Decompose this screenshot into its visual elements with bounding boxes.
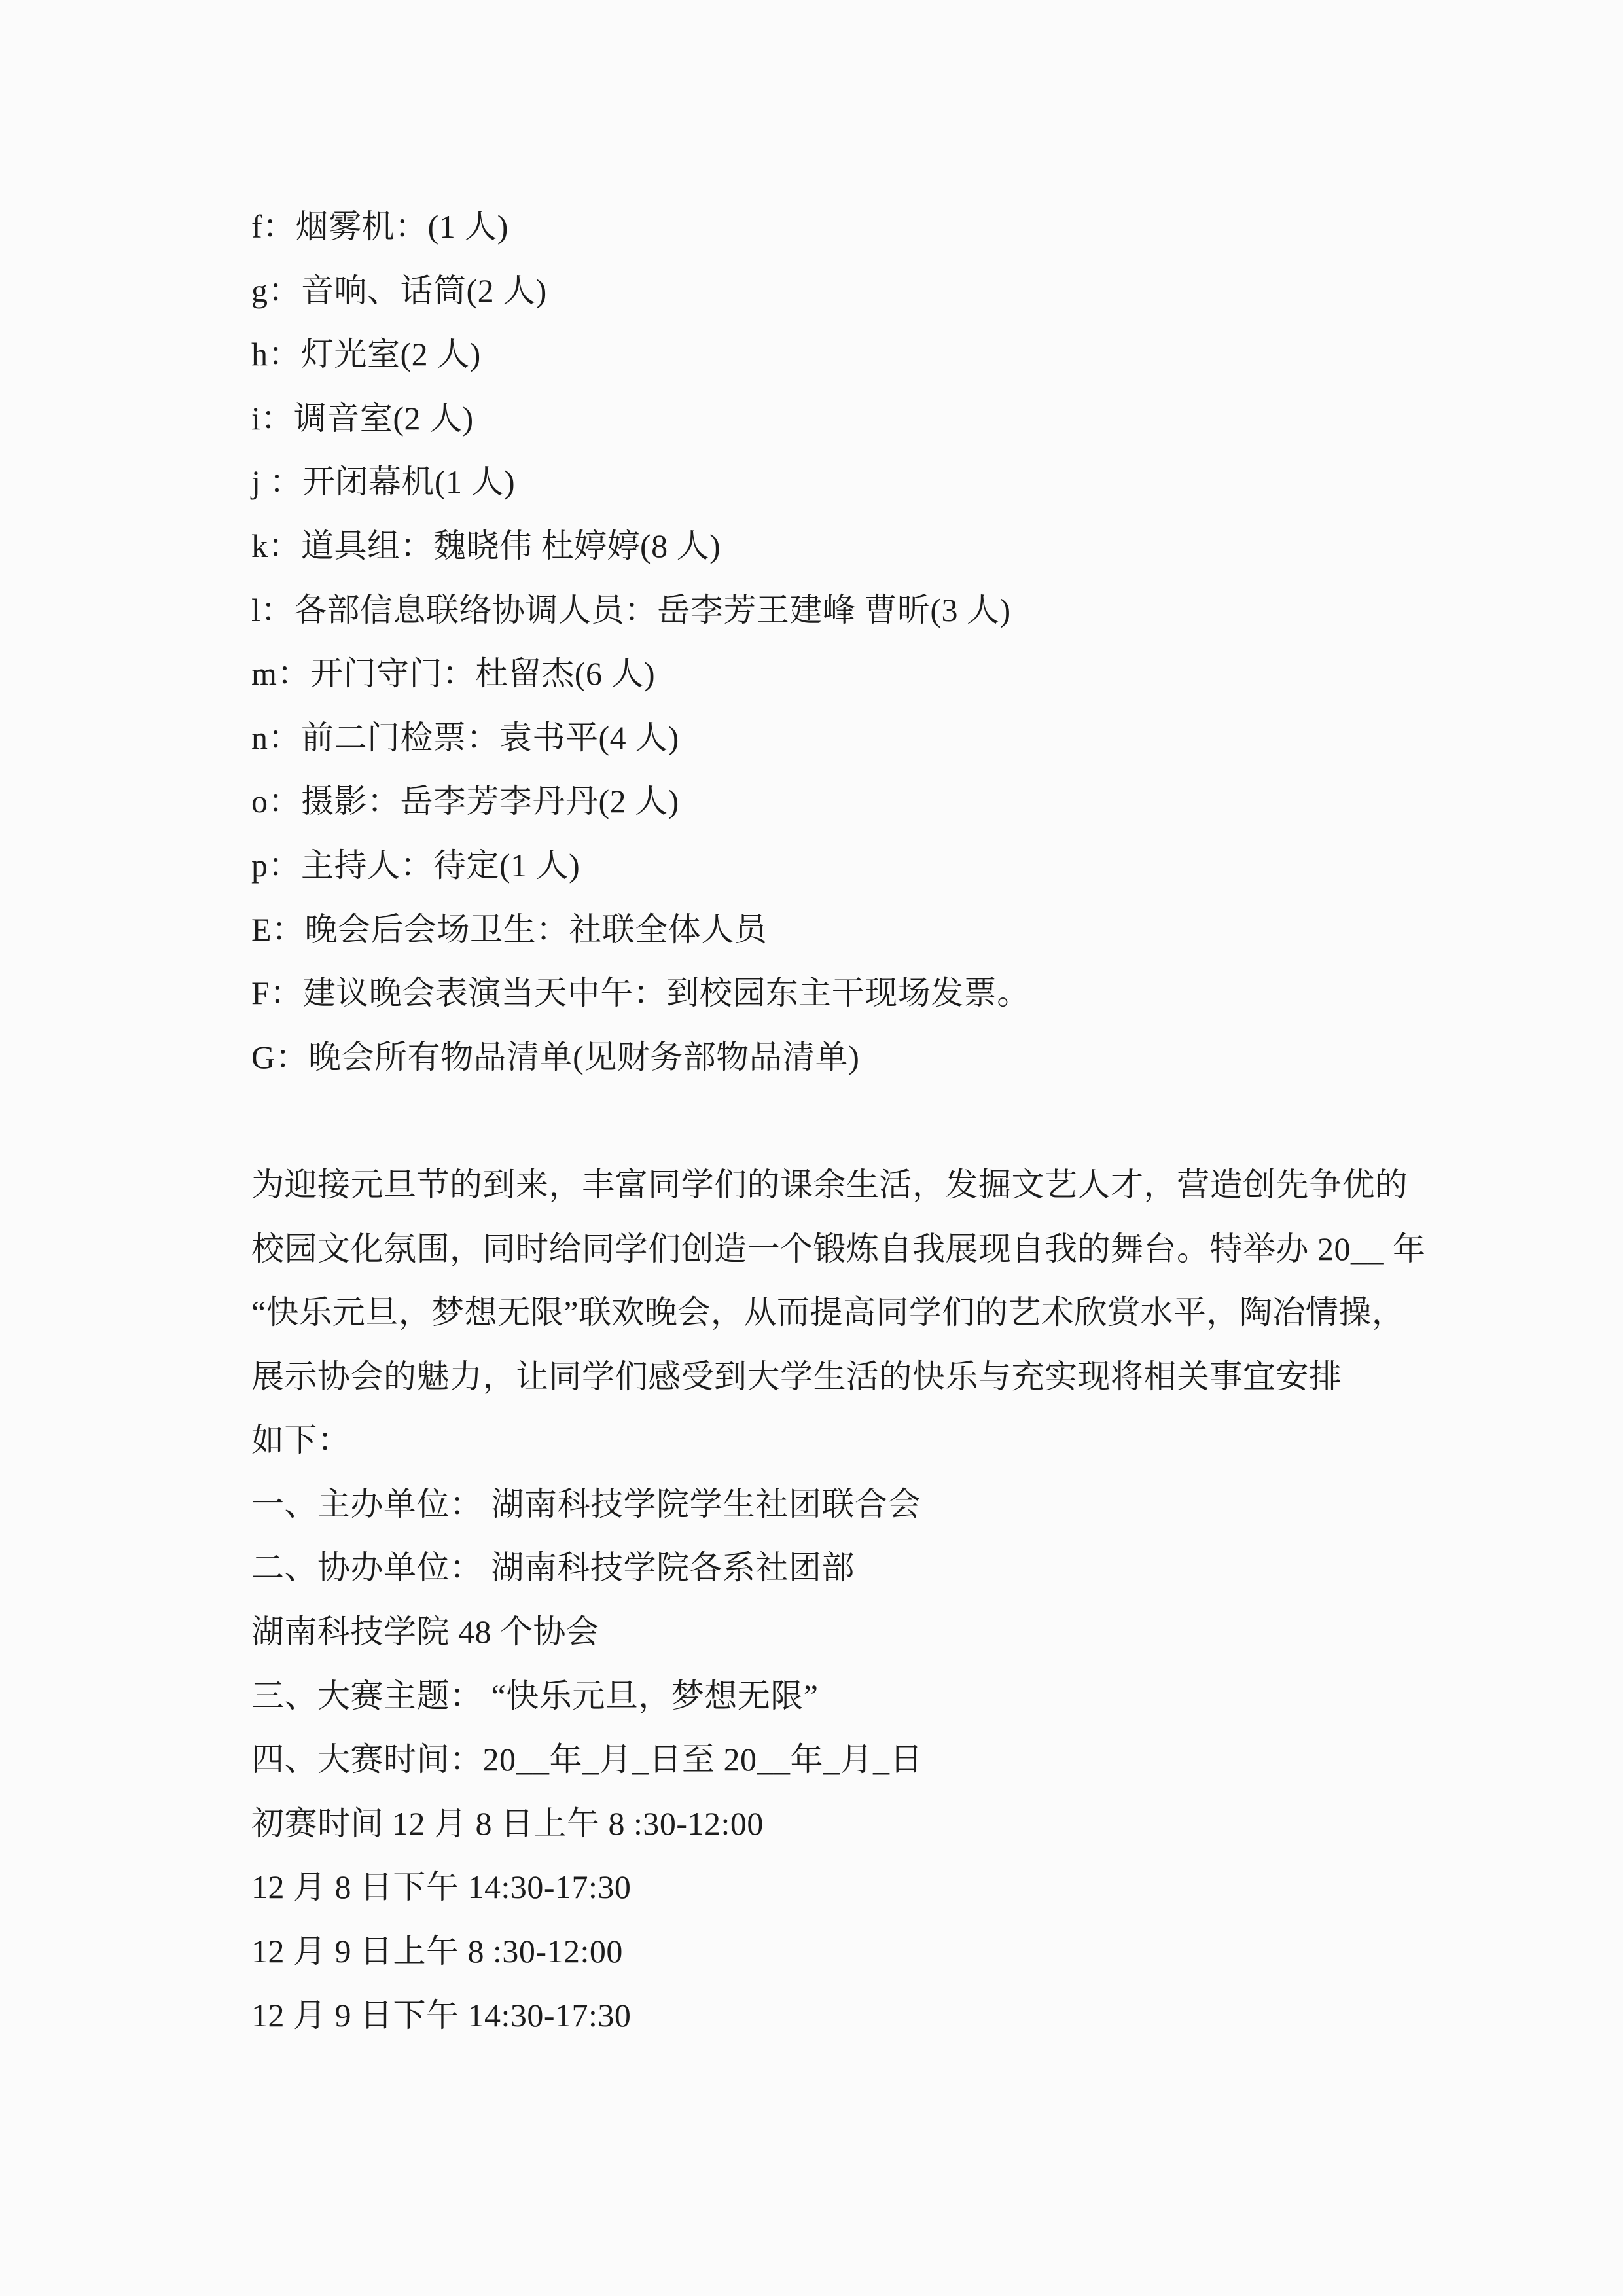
detail-line-organizer: 一、主办单位： 湖南科技学院学生社团联合会 <box>251 1485 921 1522</box>
detail-line-time: 四、大赛时间：20__年_月_日至 20__年_月_日 <box>251 1741 923 1778</box>
staffing-line-E: E：晚会后会场卫生：社联全体人员 <box>251 910 768 948</box>
intro-line-5: 如下： <box>251 1422 351 1459</box>
staffing-line-G: G：晚会所有物品清单(见财务部物品清单) <box>251 1038 860 1075</box>
schedule-line-2: 12 月 8 日下午 14:30-17:30 <box>251 1869 632 1906</box>
staffing-line-F: F：建议晚会表演当天中午：到校园东主干现场发票。 <box>251 975 1030 1012</box>
staffing-line-l: l：各部信息联络协调人员：岳李芳王建峰 曹昕(3 人) <box>251 591 1011 628</box>
staffing-line-p: p：主持人：待定(1 人) <box>251 846 580 884</box>
intro-paragraph-section <box>251 1153 1426 1473</box>
staffing-line-j: j ：开闭幕机(1 人) <box>251 463 516 501</box>
staffing-line-o: o：摄影：岳李芳李丹丹(2 人) <box>251 783 679 820</box>
staffing-line-f: f：烟雾机：(1 人) <box>251 208 508 245</box>
event-details-section <box>251 1473 1423 1792</box>
staffing-line-h: h：灯光室(2 人) <box>251 336 481 373</box>
staffing-line-g: g：音响、话筒(2 人) <box>251 272 547 309</box>
staffing-line-k: k：道具组：魏晓伟 杜婷婷(8 人) <box>251 527 721 564</box>
schedule-line-1: 初赛时间 12 月 8 日上午 8 :30-12:00 <box>251 1804 764 1842</box>
schedule-section <box>251 1792 1423 2047</box>
detail-line-associations: 湖南科技学院 48 个协会 <box>251 1613 599 1651</box>
intro-line-3: “快乐元旦，梦想无限”联欢晚会，从而提高同学们的艺术欣赏水平，陶冶情操， <box>251 1294 1405 1331</box>
staffing-line-m: m：开门守门：杜留杰(6 人) <box>251 655 656 692</box>
detail-line-theme: 三、大赛主题： “快乐元旦，梦想无限” <box>251 1677 819 1714</box>
staffing-line-n: n：前二门检票：袁书平(4 人) <box>251 719 679 756</box>
schedule-line-3: 12 月 9 日上午 8 :30-12:00 <box>251 1933 623 1970</box>
intro-line-1: 为迎接元旦节的到来，丰富同学们的课余生活，发掘文艺人才，营造创先争优的 <box>251 1166 1408 1203</box>
intro-line-4: 展示协会的魅力，让同学们感受到大学生活的快乐与充实现将相关事宜安排 <box>251 1357 1342 1395</box>
staffing-line-i: i：调音室(2 人) <box>251 399 474 437</box>
document-page <box>251 195 1426 2047</box>
intro-line-2: 校园文化氛围，同时给同学们创造一个锻炼自我展现自我的舞台。特举办 20__ 年 <box>251 1230 1426 1267</box>
staffing-list-section <box>251 195 1423 1089</box>
schedule-line-4: 12 月 9 日下午 14:30-17:30 <box>251 1996 632 2034</box>
detail-line-co-organizer: 二、协办单位： 湖南科技学院各系社团部 <box>251 1549 855 1587</box>
